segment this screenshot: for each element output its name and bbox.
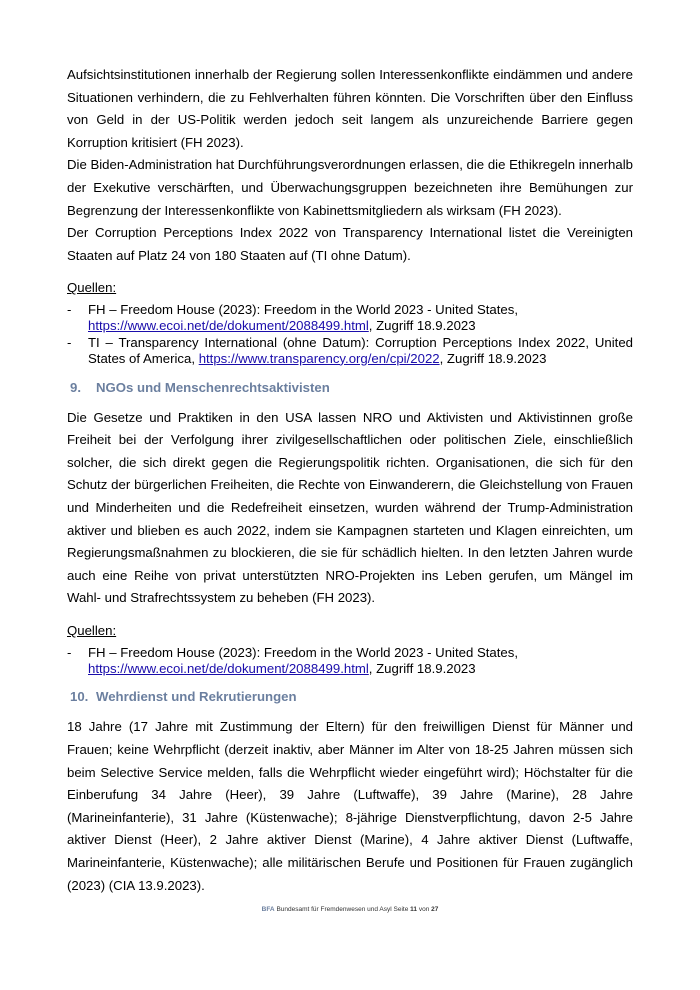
section-9-body: Die Gesetze und Praktiken in den USA lassen NRO und Aktivisten und Aktivistinnen große Freiheit bei der Verfolgung ihrer zivilgesellschaftlichen oder politischen Ziele, einschließlich solcher, die sich direkt gegen die Regierungspolitik richten. Organisationen, die sich für den Schutz der bürgerlichen Freiheiten, die Rechte von Einwanderern, die Gleichstellung von Frauen und Minderheiten und die Redefreiheit einsetzen, wurden während der Trump-Administration aktiver und blieben es auch 2022, indem sie Kampagnen starteten und Klagen einreichten, um Regierungsmaßnahmen zu blockieren, die sie für schädlich hielten. In den letzten Jahren wurde auch eine Reihe von privat unterstützten NRO-Projekten ins Leben gerufen, um Mängel im Wahl- und Strafrechtssystem zu beheben (FH 2023). <box>67 409 633 606</box>
page-content <box>67 64 633 897</box>
source-item <box>67 335 633 367</box>
source-link[interactable]: https://www.ecoi.net/de/dokument/2088499.html <box>88 318 369 334</box>
footer-of: von <box>418 906 430 913</box>
sources-heading: Quellen: <box>67 280 117 296</box>
source-text: TI – Transparency International (ohne Datum): Corruption Perceptions Index 2022, United States of America, <box>88 334 633 366</box>
intro-paragraph-1: Aufsichtsinstitutionen innerhalb der Regierung sollen Interessenkonflikte eindämmen und andere Situationen verhindern, die zu Fehlverhalten führen könnten. Die Vorschriften über den Einfluss von Geld in der US-Politik werden jedoch seit langem als unzureichende Barriere gegen Korruption kritisiert (FH 2023). <box>67 67 633 150</box>
section-number: 10. <box>70 689 89 705</box>
section-10-body: 18 Jahre (17 Jahre mit Zustimmung der Eltern) für den freiwilligen Dienst für Männer und Frauen; keine Wehrpflicht (derzeit inaktiv, aber Männer im Alter von 18-25 Jahren müssen sich beim Selective Service melden, falls die Wehrpflicht wieder eingeführt wird); Höchstalter für die Einberufung 34 Jahre (Heer), 39 Jahre (Luftwaffe), 39 Jahre (Marine), 28 Jahre (Marineinfanterie), 31 Jahre (Küstenwache); 8-jährige Dienstverpflichtung, davon 2-5 Jahre aktiver Dienst (Heer), 2 Jahre aktiver Dienst (Marine), 4 Jahre aktiver Dienst (Luftwaffe, Marineinfanterie, Küstenwache); alle militärischen Berufe und Positionen für Frauen zugänglich (2023) (CIA 13.9.2023). <box>67 719 633 893</box>
source-link[interactable]: https://www.ecoi.net/de/dokument/2088499.html <box>88 660 369 676</box>
bfa-logo: BFA <box>261 906 275 913</box>
page-number: 11 <box>410 906 418 913</box>
footer-agency: Bundesamt für Fremdenwesen und Asyl Seite <box>276 906 409 913</box>
section-heading-10 <box>70 688 633 706</box>
page-total: 27 <box>431 906 439 913</box>
source-access-date: , Zugriff 18.9.2023 <box>368 660 476 676</box>
source-access-date: , Zugriff 18.9.2023 <box>368 318 476 334</box>
intro-paragraph-2: Die Biden-Administration hat Durchführungsverordnungen erlassen, die die Ethikregeln innerhalb der Exekutive verschärften, und Überwachungsgruppen bezeichneten ihre Bemühungen zur Begrenzung der Interessenkonflikte von Kabinettsmitgliedern als wirksam (FH 2023). <box>67 157 633 218</box>
section-heading-9 <box>70 379 633 397</box>
sources-heading: Quellen: <box>67 622 117 638</box>
list-dash: - <box>67 334 72 350</box>
section-title: Wehrdienst und Rekrutierungen <box>96 689 297 705</box>
page-footer <box>0 906 700 913</box>
source-text: FH – Freedom House (2023): Freedom in the World 2023 - United States, <box>88 302 519 318</box>
source-access-date: , Zugriff 18.9.2023 <box>439 350 547 366</box>
source-item <box>67 302 633 334</box>
source-text: FH – Freedom House (2023): Freedom in the World 2023 - United States, <box>88 644 519 660</box>
list-dash: - <box>67 302 72 318</box>
source-link[interactable]: https://www.transparency.org/en/cpi/2022 <box>198 350 440 366</box>
source-item <box>67 645 633 677</box>
intro-paragraph-3: Der Corruption Perceptions Index 2022 von Transparency International listet die Vereinigten Staaten auf Platz 24 von 180 Staaten auf (TI ohne Datum). <box>67 225 633 263</box>
list-dash: - <box>67 644 72 660</box>
section-number: 9. <box>70 379 81 395</box>
section-title: NGOs und Menschenrechtsaktivisten <box>96 379 330 395</box>
